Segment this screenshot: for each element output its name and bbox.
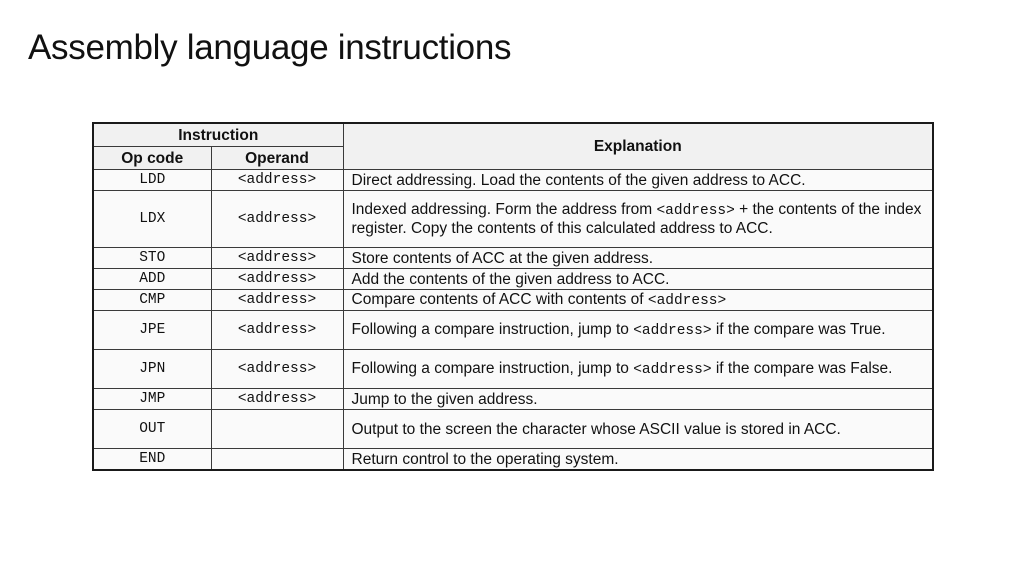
opcode-cell: JPE bbox=[93, 311, 211, 350]
table-row bbox=[93, 191, 933, 248]
table-row bbox=[93, 290, 933, 311]
table-row bbox=[93, 389, 933, 410]
operand-cell: <address> bbox=[211, 248, 343, 269]
explanation-cell: Indexed addressing. Form the address from <address> + the contents of the index register. Copy the contents of this calculated address to ACC. bbox=[343, 191, 933, 248]
header-instruction: Instruction bbox=[93, 123, 343, 147]
slide-title: Assembly language instructions bbox=[28, 28, 512, 67]
explanation-cell: Add the contents of the given address to ACC. bbox=[343, 269, 933, 290]
header-operand: Operand bbox=[211, 147, 343, 170]
address-token: <address> bbox=[656, 203, 735, 219]
explanation-cell: Output to the screen the character whose ASCII value is stored in ACC. bbox=[343, 410, 933, 449]
address-token: <address> bbox=[633, 361, 712, 378]
operand-cell bbox=[211, 449, 343, 471]
opcode-cell: STO bbox=[93, 248, 211, 269]
operand-cell bbox=[211, 410, 343, 449]
opcode-cell: LDX bbox=[93, 191, 211, 248]
opcode-cell: CMP bbox=[93, 290, 211, 311]
explanation-cell: Store contents of ACC at the given address. bbox=[343, 248, 933, 269]
explanation-cell: Direct addressing. Load the contents of the given address to ACC. bbox=[343, 170, 933, 191]
operand-cell: <address> bbox=[211, 311, 343, 350]
operand-cell: <address> bbox=[211, 170, 343, 191]
explanation-cell: Compare contents of ACC with contents of <address> bbox=[343, 290, 933, 311]
instruction-table-container bbox=[92, 122, 932, 471]
operand-cell: <address> bbox=[211, 389, 343, 410]
explanation-cell: Jump to the given address. bbox=[343, 389, 933, 410]
address-token: <address> bbox=[633, 322, 712, 339]
table-row bbox=[93, 248, 933, 269]
header-opcode: Op code bbox=[93, 147, 211, 170]
operand-cell: <address> bbox=[211, 191, 343, 248]
table-row bbox=[93, 269, 933, 290]
opcode-cell: LDD bbox=[93, 170, 211, 191]
table-row bbox=[93, 170, 933, 191]
explanation-cell: Return control to the operating system. bbox=[343, 449, 933, 471]
explanation-cell: Following a compare instruction, jump to <address> if the compare was True. bbox=[343, 311, 933, 350]
operand-cell: <address> bbox=[211, 269, 343, 290]
table-row bbox=[93, 410, 933, 449]
address-token: <address> bbox=[647, 292, 727, 309]
operand-cell: <address> bbox=[211, 290, 343, 311]
opcode-cell: JPN bbox=[93, 350, 211, 389]
opcode-cell: END bbox=[93, 449, 211, 471]
opcode-cell: JMP bbox=[93, 389, 211, 410]
opcode-cell: ADD bbox=[93, 269, 211, 290]
operand-cell: <address> bbox=[211, 350, 343, 389]
header-explanation: Explanation bbox=[343, 123, 933, 170]
instruction-table bbox=[92, 122, 934, 471]
table-row bbox=[93, 311, 933, 350]
explanation-cell: Following a compare instruction, jump to <address> if the compare was False. bbox=[343, 350, 933, 389]
table-row bbox=[93, 449, 933, 471]
table-row bbox=[93, 350, 933, 389]
opcode-cell: OUT bbox=[93, 410, 211, 449]
